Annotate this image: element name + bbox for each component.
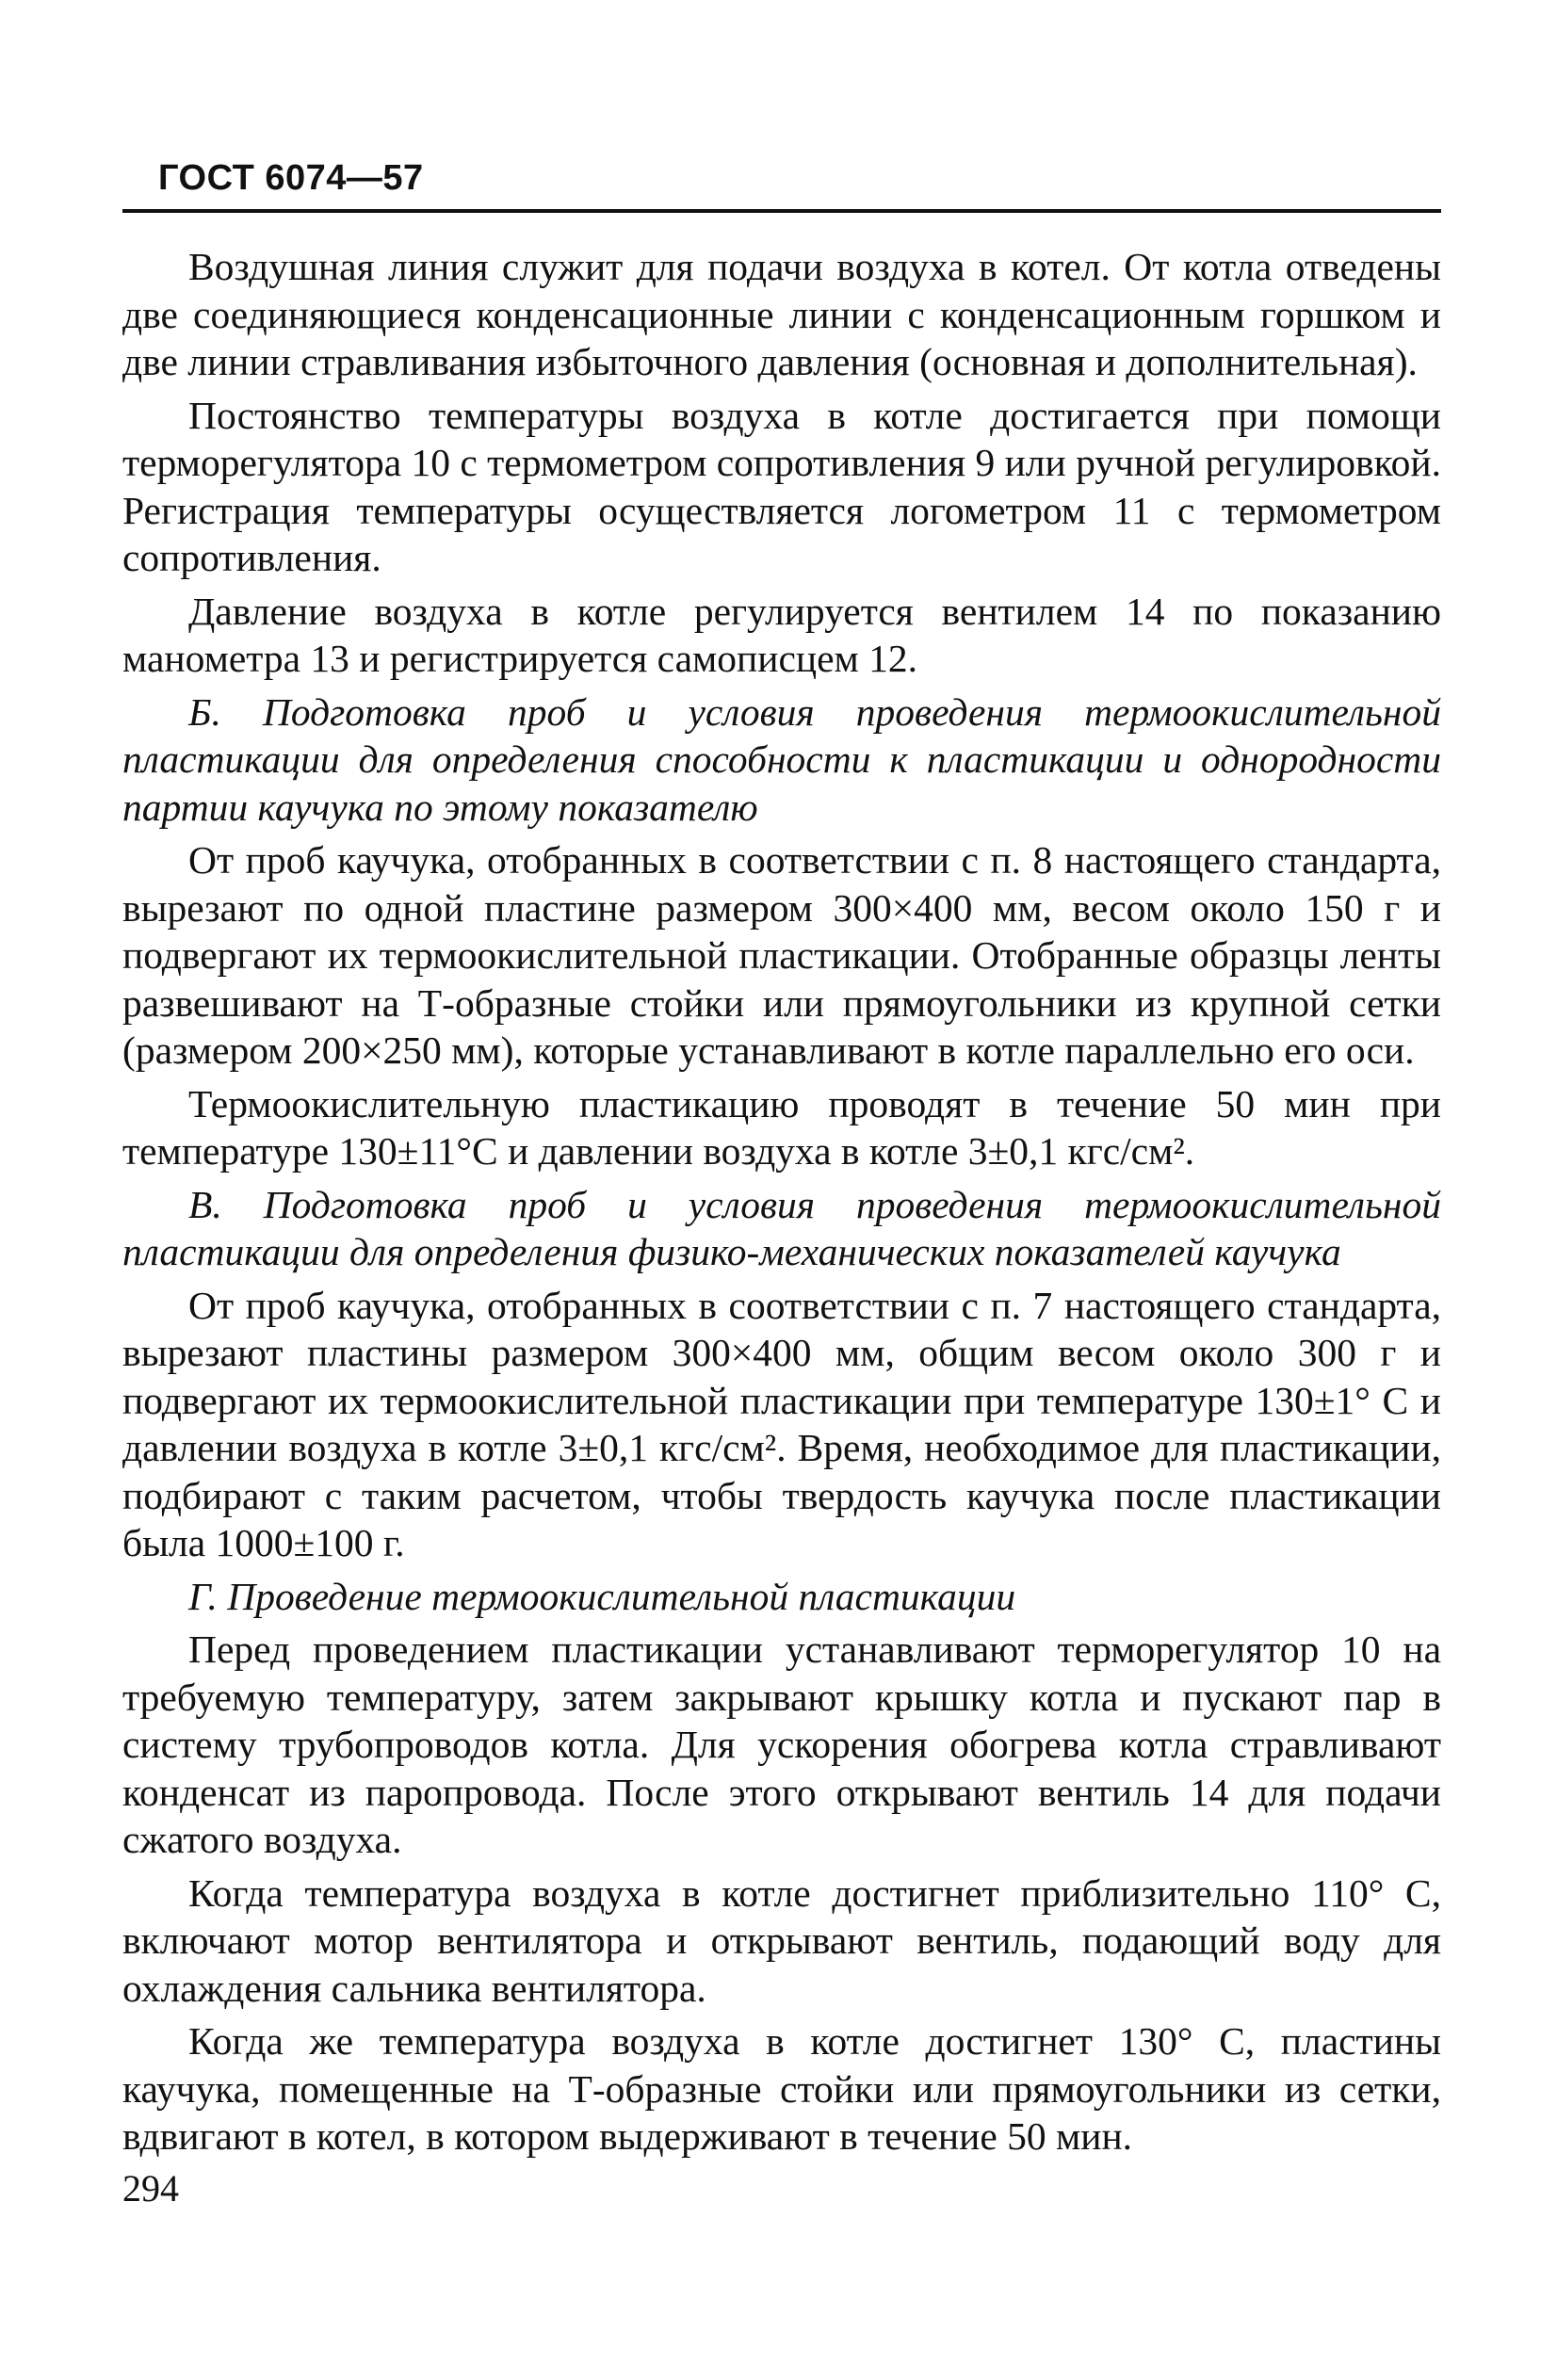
section-title-b: Б. Подготовка проб и условия проведения термоокислительной пластикации для определения способности к пластикации и однородности партии каучука по этому показателю [122, 689, 1441, 829]
paragraph: Давление воздуха в котле регулируется вентилем 14 по показанию манометра 13 и регистрируется самописцем 12. [122, 589, 1441, 680]
paragraph: Воздушная линия служит для подачи воздуха в котел. От котла отведены две соединяющиеся конденсационные линии с конденсационным горшком и две линии стравливания избыточного давления (основная и дополнительная). [122, 245, 1441, 383]
paragraph: Перед проведением пластикации устанавливают терморегулятор 10 на требуемую температуру, затем закрывают крышку котла и пускают пар в систему трубопроводов котла. Для ускорения обогрева котла стравливают конденсат из паропровода. После этого открывают вентиль 14 для подачи сжатого воздуха. [122, 1627, 1441, 1861]
paragraph: Когда температура воздуха в котле достигнет приблизительно 110° С, включают мотор вентилятора и открывают вентиль, подающий воду для охлаждения сальника вентилятора. [122, 1870, 1441, 2010]
section-title-v: В. Подготовка проб и условия проведения термоокислительной пластикации для определения физико-механических показателей каучука [122, 1182, 1441, 1273]
paragraph: Постоянство температуры воздуха в котле достигается при помощи терморегулятора 10 с термометром сопротивления 9 или ручной регулировкой. Регистрация температуры осуществляется логометром 11 с термометром сопротивления. [122, 393, 1441, 579]
paragraph: Термоокислительную пластикацию проводят в течение 50 мин при температуре 130±11°С и давлении воздуха в котле 3±0,1 кгс/см². [122, 1081, 1441, 1173]
section-title-g: Г. Проведение термоокислительной пластикации [188, 1574, 1016, 1618]
page-header-title: ГОСТ 6074—57 [158, 158, 424, 198]
paragraph: От проб каучука, отобранных в соответствии с п. 8 настоящего стандарта, вырезают по одной пластине размером 300×400 мм, весом около 150 г и подвергают их термоокислительной пластикации. Отобранные образцы ленты развешивают на Т-образные стойки или прямоугольники из крупной сетки (размером 200×250 мм), которые устанавливают в котле параллельно его оси. [122, 838, 1441, 1072]
paragraph: От проб каучука, отобранных в соответствии с п. 7 настоящего стандарта, вырезают пластины размером 300×400 мм, общим весом около 300 г и подвергают их термоокислительной пластикации при температуре 130±1° С и давлении воздуха в котле 3±0,1 кгс/см². Время, необходимое для пластикации, подбирают с таким расчетом, чтобы твердость каучука после пластикации была 1000±100 г. [122, 1283, 1441, 1564]
page-number: 294 [122, 2167, 179, 2210]
body-text [122, 243, 1441, 2166]
header-rule [122, 209, 1441, 213]
paragraph: Когда же температура воздуха в котле достигнет 130° С, пластины каучука, помещенные на Т-образные стойки или прямоугольники из сетки, вдвигают в котел, в котором выдерживают в течение 50 мин. [122, 2019, 1441, 2158]
